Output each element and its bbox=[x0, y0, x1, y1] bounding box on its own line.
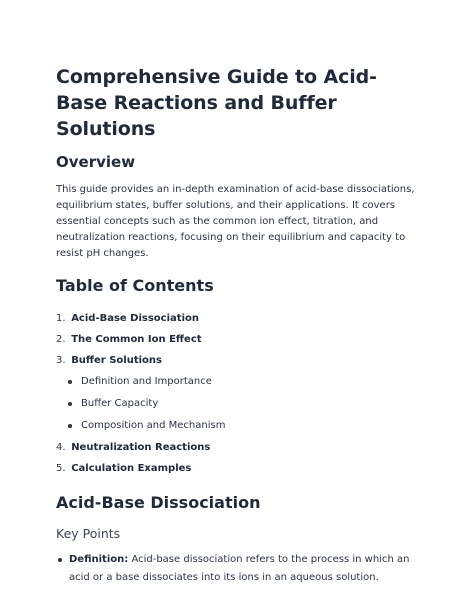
definition-term: Definition: bbox=[69, 554, 129, 565]
toc-link-buffer-solutions[interactable]: Buffer Solutions bbox=[71, 355, 162, 366]
toc-link-acid-base-dissociation[interactable]: Acid-Base Dissociation bbox=[71, 313, 199, 324]
toc-item-4: 4. Neutralization Reactions bbox=[56, 442, 211, 453]
toc-subitem: Definition and Importance bbox=[68, 371, 418, 393]
toc-item-5: 5. Calculation Examples bbox=[56, 463, 192, 474]
toc-link-calculation-examples[interactable]: Calculation Examples bbox=[71, 463, 192, 474]
key-points-heading: Key Points bbox=[56, 526, 121, 541]
overview-text: This guide provides an in-depth examination of acid-base dissociations, equilibrium states, buffer solutions, and their applications. It covers essential concepts such as the common ion effect, titration, and neutralization reactions, focusing on their equilibrium and capacity to resist pH changes. bbox=[56, 184, 415, 259]
overview-heading: Overview bbox=[56, 153, 136, 171]
list-item bbox=[58, 551, 418, 587]
table-of-contents bbox=[56, 308, 418, 479]
toc-subitems bbox=[56, 371, 418, 437]
toc-link-neutralization-reactions[interactable]: Neutralization Reactions bbox=[71, 442, 211, 453]
toc-link-common-ion-effect[interactable]: The Common Ion Effect bbox=[71, 334, 202, 345]
key-points-list bbox=[56, 551, 418, 587]
document-title: Comprehensive Guide to Acid-Base Reactions and Buffer Solutions bbox=[56, 66, 377, 140]
toc-item-3: 3. Buffer Solutions Definition and Importance Buffer Capacity Composition and Mechanism bbox=[56, 350, 418, 437]
definition-text: Acid-base dissociation refers to the process in which an acid or a base dissociates into its ions in an aqueous solution. bbox=[69, 554, 410, 583]
toc-item-2: 2. The Common Ion Effect bbox=[56, 334, 202, 345]
section-heading: Acid-Base Dissociation bbox=[56, 493, 261, 512]
toc-subitem: Buffer Capacity bbox=[68, 393, 418, 415]
toc-item-1: 1. Acid-Base Dissociation bbox=[56, 313, 199, 324]
toc-heading: Table of Contents bbox=[56, 276, 214, 295]
toc-subitem: Composition and Mechanism bbox=[68, 415, 418, 437]
